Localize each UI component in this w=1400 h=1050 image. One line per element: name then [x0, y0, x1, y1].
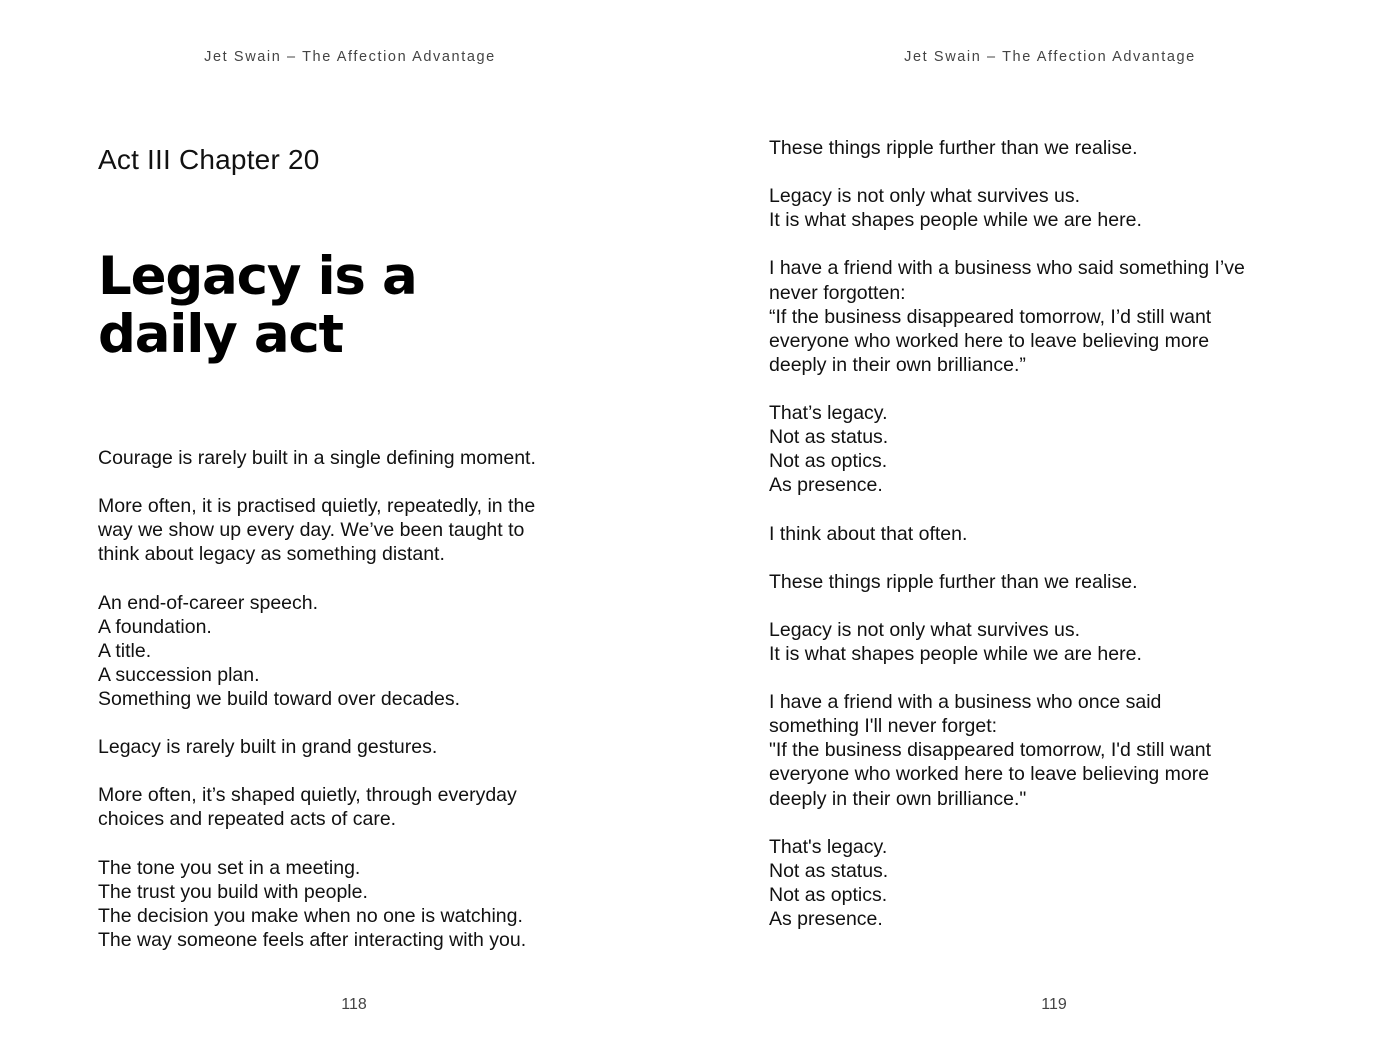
- chapter-label: Act III Chapter 20: [98, 144, 320, 175]
- chapter-title-line: daily act: [98, 304, 343, 365]
- text-line: "If the business disappeared tomorrow, I'd still want: [769, 739, 1212, 762]
- text-line: Something we build toward over decades.: [98, 687, 461, 710]
- text-line: The way someone feels after interacting with you.: [98, 928, 527, 951]
- paragraph: [769, 184, 1299, 232]
- text-line: The trust you build with people.: [98, 880, 368, 903]
- text-line: An end-of-career speech.: [98, 591, 319, 614]
- text-line: Legacy is rarely built in grand gestures.: [98, 736, 438, 759]
- paragraph: [769, 570, 1299, 594]
- paragraph: [769, 401, 1299, 497]
- right-page: [700, 0, 1400, 1050]
- paragraph: [98, 735, 618, 759]
- text-line: The tone you set in a meeting.: [98, 856, 361, 879]
- paragraph: [769, 690, 1299, 810]
- text-line: think about legacy as something distant.: [98, 543, 445, 566]
- text-line: Legacy is not only what survives us.: [769, 618, 1081, 641]
- running-header: Jet Swain – The Affection Advantage: [204, 49, 496, 65]
- text-line: deeply in their own brilliance.": [769, 787, 1027, 810]
- paragraph: [769, 618, 1299, 666]
- chapter-title-line: Legacy is a: [98, 246, 417, 307]
- text-line: I have a friend with a business who once said: [769, 691, 1162, 714]
- text-line: choices and repeated acts of care.: [98, 808, 397, 831]
- text-line: I have a friend with a business who said something I’ve: [769, 257, 1245, 280]
- paragraph: [98, 446, 618, 470]
- text-line: deeply in their own brilliance.”: [769, 353, 1026, 376]
- body-text: [98, 446, 618, 952]
- text-line: Not as status.: [769, 859, 889, 882]
- paragraph: [98, 856, 618, 952]
- text-line: everyone who worked here to leave believing more: [769, 329, 1210, 352]
- text-line: everyone who worked here to leave believing more: [769, 763, 1210, 786]
- text-line: As presence.: [769, 908, 883, 930]
- text-line: something I'll never forget:: [769, 715, 998, 738]
- page-number: 118: [341, 996, 367, 1013]
- text-line: Courage is rarely built in a single defining moment.: [98, 447, 536, 469]
- text-line: It is what shapes people while we are here.: [769, 642, 1142, 665]
- paragraph: [769, 256, 1299, 376]
- text-line: I think about that often.: [769, 522, 968, 545]
- text-line: never forgotten:: [769, 281, 906, 304]
- text-line: That's legacy.: [769, 835, 888, 858]
- text-line: As presence.: [769, 474, 883, 497]
- text-line: A foundation.: [98, 615, 212, 638]
- text-line: way we show up every day. We’ve been taught to: [98, 519, 525, 542]
- text-line: Not as status.: [769, 426, 889, 449]
- paragraph: [769, 835, 1299, 931]
- text-line: It is what shapes people while we are here.: [769, 209, 1142, 232]
- text-line: These things ripple further than we realise.: [769, 570, 1138, 593]
- text-line: These things ripple further than we realise.: [769, 137, 1138, 159]
- chapter-title: [98, 248, 578, 364]
- running-header: Jet Swain – The Affection Advantage: [904, 49, 1196, 65]
- paragraph: [769, 136, 1299, 160]
- text-line: More often, it’s shaped quietly, through everyday: [98, 784, 517, 807]
- paragraph: [98, 783, 618, 831]
- text-line: That’s legacy.: [769, 402, 888, 425]
- text-line: More often, it is practised quietly, repeatedly, in the: [98, 495, 536, 518]
- paragraph: [98, 591, 618, 711]
- text-line: Not as optics.: [769, 450, 888, 473]
- text-line: A succession plan.: [98, 663, 260, 686]
- text-line: A title.: [98, 639, 152, 662]
- paragraph: [98, 494, 618, 566]
- page-number: 119: [1041, 996, 1067, 1013]
- text-line: “If the business disappeared tomorrow, I’d still want: [769, 305, 1212, 328]
- body-text: [769, 136, 1299, 931]
- text-line: Not as optics.: [769, 883, 888, 906]
- paragraph: [769, 522, 1299, 546]
- text-line: The decision you make when no one is watching.: [98, 904, 523, 927]
- text-line: Legacy is not only what survives us.: [769, 185, 1081, 208]
